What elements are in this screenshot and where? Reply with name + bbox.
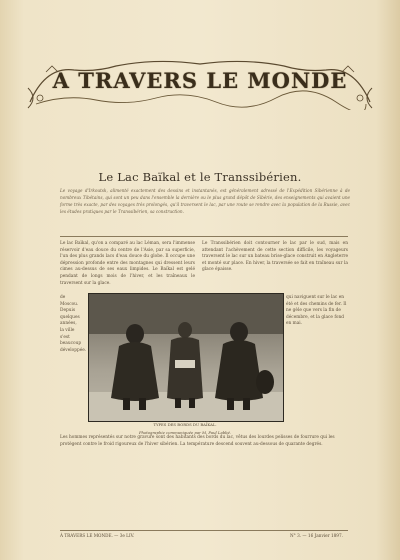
footer-date: N° 3. — 16 Janvier 1897.: [290, 533, 343, 538]
photo-figures: [89, 294, 283, 421]
right-column-text: Le Transsibérien doit contourner le lac par le sud, mais en attendant l'achèvement de cette section difficile, les voyageurs traversent le lac sur un bateau brise-glace construit en Angleterre et monté sur place. En hiver, la traversée se fait en traîneau sur la glace épaisse.: [202, 241, 348, 273]
side-text-left: de Moscou. Depuis quelques années, la ville s'est beaucoup développée.: [60, 295, 87, 353]
article-title: Le Lac Baïkal et le Transsibérien.: [98, 170, 302, 184]
photo-caption: TYPES DES BORDS DU BAÏKAL.: [153, 422, 217, 427]
side-text-right: qui naviguent sur le lac en été et des chemins de fer. Il ne gèle que vers la fin de décembre, et la glace fond en mai.: [286, 295, 347, 327]
divider: [60, 236, 348, 237]
bottom-text: Les hommes représentés sur notre gravure sont des habitants des bords du lac, vêtus des lourdes pelisses de fourrure qui les protègent contre le froid rigoureux de l'hiver sibérien. La température descend souvent au-dessous de quarante degrés.: [60, 435, 335, 447]
masthead: [26, 58, 374, 110]
masthead-title: A TRAVERS LE MONDE: [52, 68, 348, 93]
article-intro: Le voyage d'Irkoutsk, alimenté exactement des dessins et instantanés, est généralement adressé de l'Expédition Sibérienne à de nombreux Tibétains, qui sont un peu dans l'ensemble la dernière ou le plus grand dépôt de Sibérie, des enseignements qui avaient une forme très exacte, par des voyages très prolongés, qu'il traversent le lac, par une route se rendre avec la population de la Russie, avec les études pratiques par le Transsibérien, sa construction.: [60, 188, 350, 214]
photo-credit: Photographie communiquée par M. Paul Labbé.: [138, 430, 232, 435]
footer-divider: [60, 530, 348, 531]
photograph: [88, 293, 284, 422]
left-column-text: Le lac Baïkal, qu'on a comparé au lac Léman, sera l'immense réservoir d'eau douce du centre de l'Asie, par sa superficie, l'un des plus grands lacs d'eau douce du globe. Il occupe une dépression profonde entre des montagnes qui dressent leurs cimes au-dessus de ses eaux limpides. Le Baïkal est gelé pendant de longs mois de l'hiver, et les traîneaux le traversent sur la glace.: [60, 241, 195, 286]
footer-issue: À TRAVERS LE MONDE. — 3e LIV.: [60, 533, 135, 538]
